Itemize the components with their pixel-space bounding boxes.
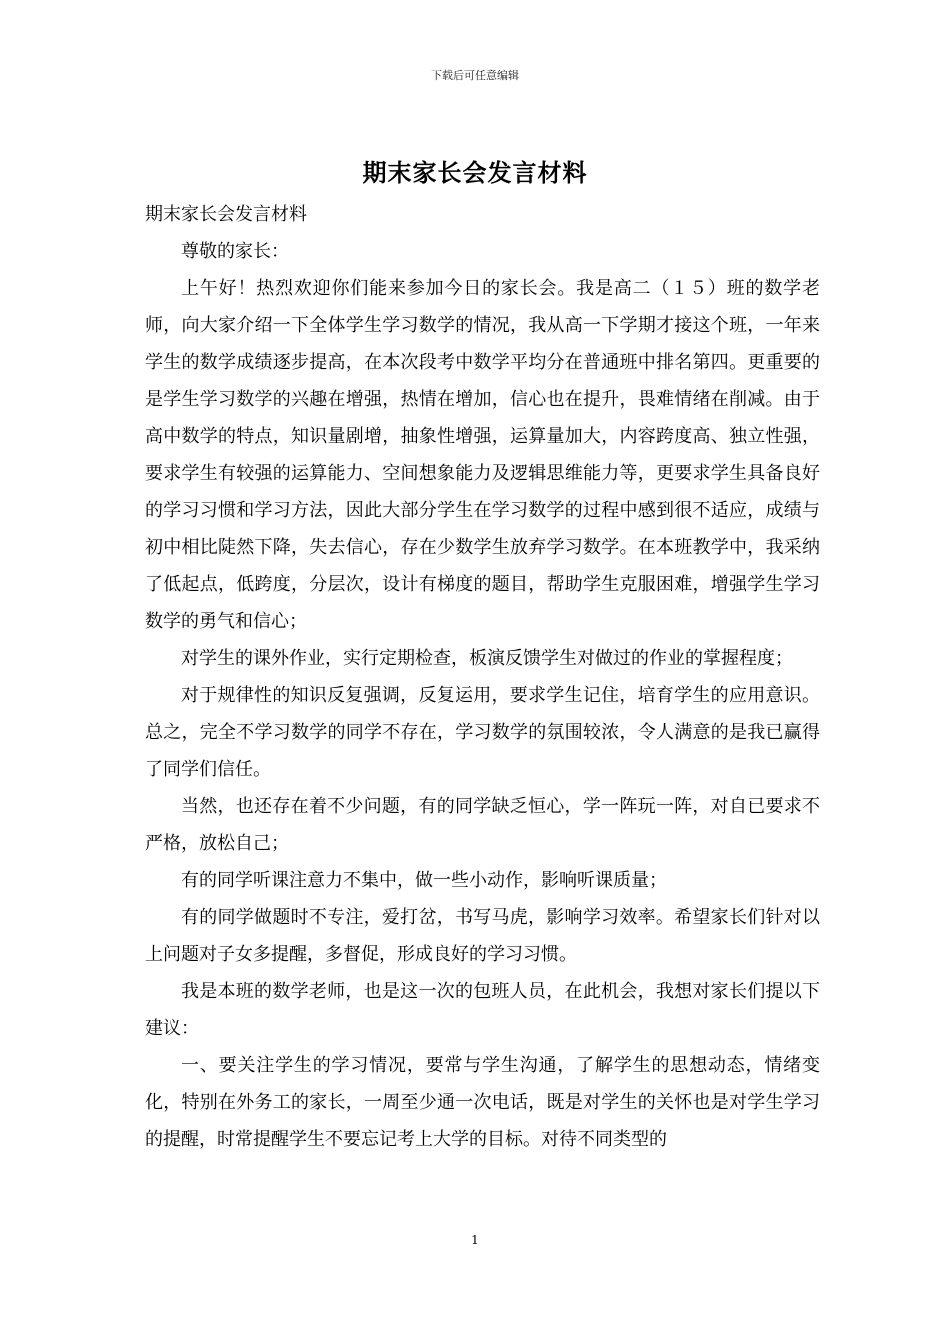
header-note: 下载后可任意编辑 [431, 69, 519, 82]
document-title: 期末家长会发言材料 [362, 158, 588, 187]
body-paragraph: 有的同学做题时不专注，爱打岔，书写马虎，影响学习效率。希望家长们针对以上问题对子女多提醒，多督促，形成良好的学习习惯。 [145, 907, 820, 965]
body-paragraph: 有的同学听课注意力不集中，做一些小动作，影响听课质量； [181, 870, 667, 891]
body-paragraph: 我是本班的数学老师，也是这一次的包班人员，在此机会，我想对家长们提以下建议： [145, 981, 820, 1039]
body-paragraph: 上午好！热烈欢迎你们能来参加今日的家长会。我是高二（１５）班的数学老师，向大家介绍一下全体学生学习数学的情况，我从高一下学期才接这个班，一年来学生的数学成绩逐步提高，在本次段考中数学平均分在普通班中排名第四。更重要的是学生学习数学的兴趣在增强，热情在增加，信心也在提升，畏难情绪在削减。由于高中数学的特点，知识量剧增，抽象性增强，运算量加大，内容跨度高、独立性强，要求学生有较强的运算能力、空间想象能力及逻辑思维能力等，更要求学生具备良好的学习习惯和学习方法，因此大部分学生在学习数学的过程中感到很不适应，成绩与初中相比陡然下降，失去信心，存在少数学生放弃学习数学。在本班教学中，我采纳了低起点，低跨度，分层次，设计有梯度的题目，帮助学生克服困难，增强学生学习数学的勇气和信心； [145, 278, 820, 632]
document-body [145, 196, 820, 1158]
page-number: 1 [471, 1233, 479, 1247]
salutation-paragraph: 尊敬的家长： [181, 241, 289, 262]
body-paragraph: 对于规律性的知识反复强调，反复运用，要求学生记住，培育学生的应用意识。总之，完全不学习数学的同学不存在，学习数学的氛围较浓，令人满意的是我已赢得了同学们信任。 [145, 685, 820, 780]
body-paragraph: 当然，也还存在着不少问题，有的同学缺乏恒心，学一阵玩一阵，对自已要求不严格，放松自己； [145, 796, 820, 854]
body-paragraph: 对学生的课外作业，实行定期检查，板演反馈学生对做过的作业的掌握程度； [181, 648, 793, 669]
subtitle-paragraph: 期末家长会发言材料 [145, 204, 307, 225]
body-paragraph: 一、要关注学生的学习情况，要常与学生沟通，了解学生的思想动态，情绪变化，特别在外务工的家长，一周至少通一次电话，既是对学生的关怀也是对学生学习的提醒，时常提醒学生不要忘记考上大学的目标。对待不同类型的 [145, 1055, 820, 1150]
